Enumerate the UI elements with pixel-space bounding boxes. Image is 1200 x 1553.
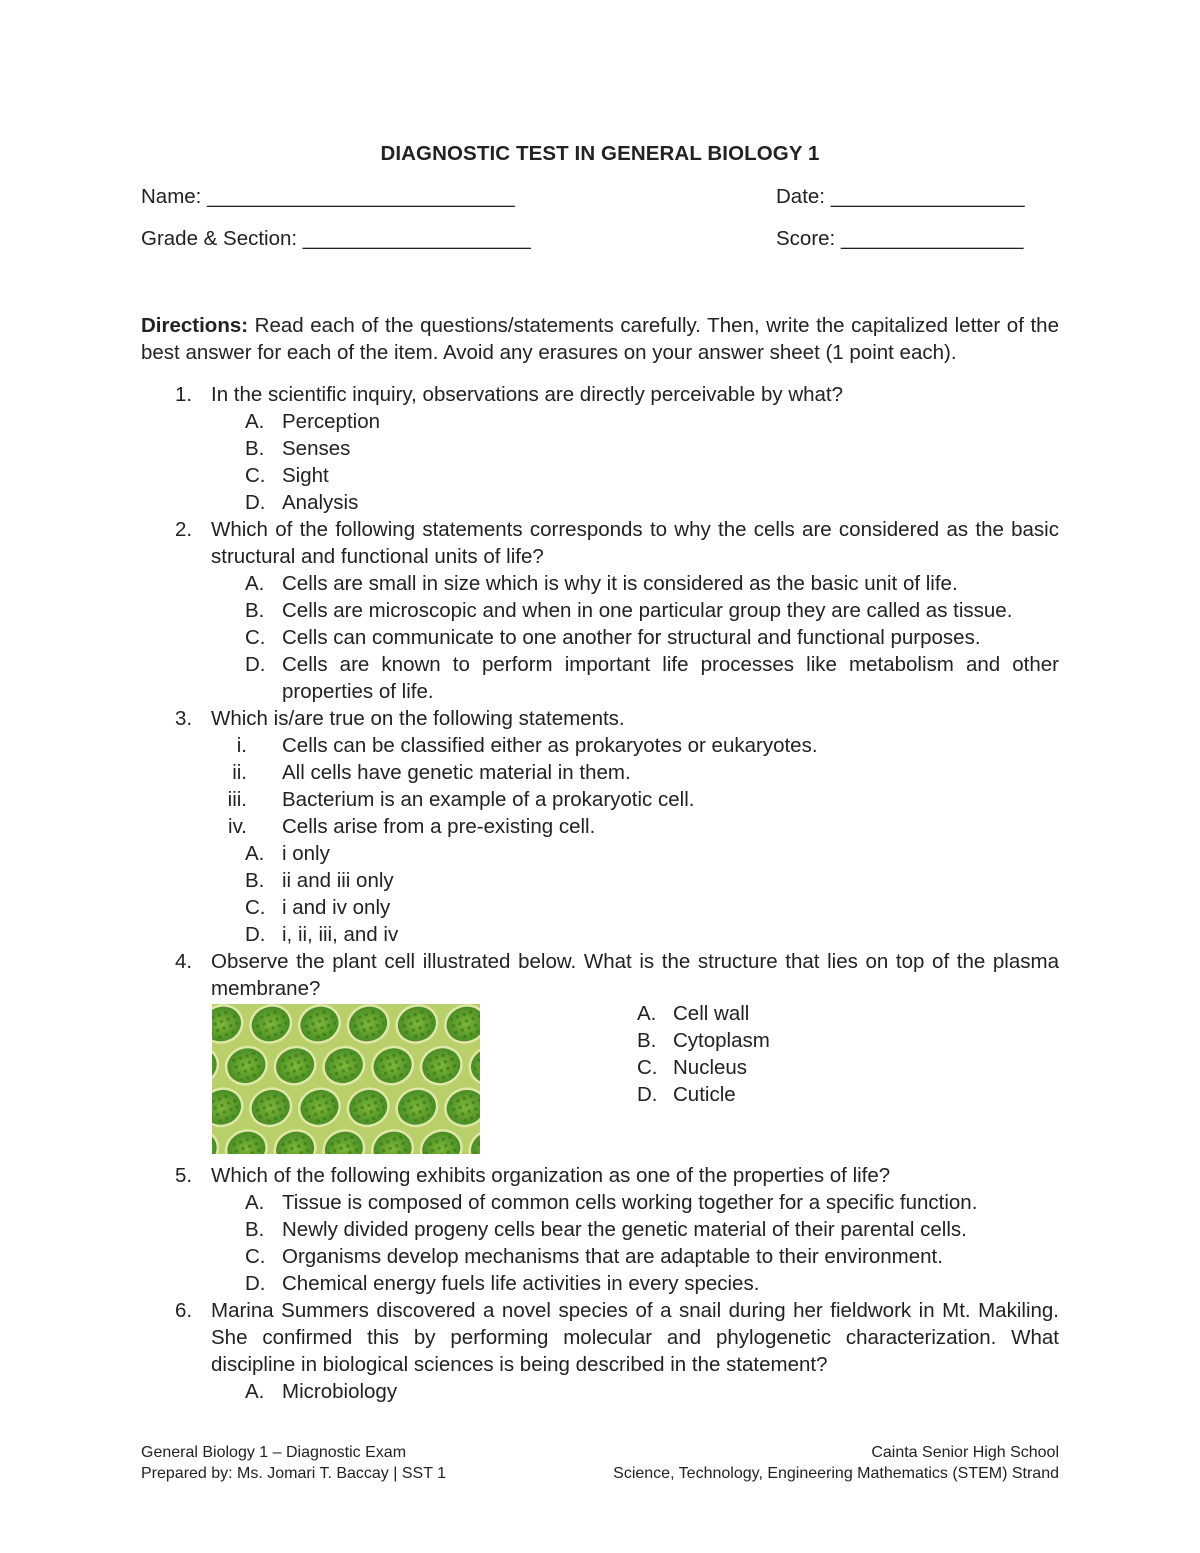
option-letter: A. (245, 572, 265, 595)
option (141, 489, 1059, 516)
option-letter: C. (245, 896, 266, 919)
question-6 (141, 1297, 1059, 1378)
option-text: Newly divided progeny cells bear the genetic material of their parental cells. (282, 1218, 967, 1241)
directions (141, 312, 1059, 366)
plant-cell-image (212, 1004, 480, 1154)
question-text: Which of the following statements corresponds to why the cells are considered as the basic structural and functional units of life? (211, 518, 1059, 568)
statement (141, 732, 1059, 759)
question-text: Which of the following exhibits organization as one of the properties of life? (211, 1164, 891, 1187)
question-number: 3. (175, 707, 193, 730)
option (141, 624, 1059, 651)
option-letter: D. (245, 923, 266, 946)
statement-numeral: iv. (228, 815, 247, 838)
option-text: Tissue is composed of common cells working together for a specific function. (282, 1191, 978, 1214)
option-letter: D. (245, 653, 266, 676)
question-4-options (637, 1000, 937, 1108)
statement-numeral: ii. (232, 761, 247, 784)
option-text: Microbiology (282, 1380, 398, 1403)
directions-text: Read each of the questions/statements carefully. Then, write the capitalized letter of the best answer for each of the item. Avoid any erasures on your answer sheet (1 point each). (141, 314, 1059, 364)
option (141, 840, 1059, 867)
option (637, 1027, 937, 1054)
question-5 (141, 1162, 1059, 1189)
option (141, 1189, 1059, 1216)
option-letter: B. (637, 1029, 657, 1052)
option-letter: C. (245, 626, 266, 649)
option-text: Cells are microscopic and when in one particular group they are called as tissue. (282, 599, 1013, 622)
option (141, 1216, 1059, 1243)
option-text: Senses (282, 437, 351, 460)
option-text: i, ii, iii, and iv (282, 923, 399, 946)
option-text: i only (282, 842, 330, 865)
option-text: Cytoplasm (673, 1029, 770, 1052)
option (637, 1000, 937, 1027)
question-3 (141, 705, 1059, 732)
option-letter: D. (245, 491, 266, 514)
option-letter: B. (245, 1218, 265, 1241)
option (637, 1054, 937, 1081)
option (141, 408, 1059, 435)
option (141, 921, 1059, 948)
question-text: Marina Summers discovered a novel species of a snail during her fieldwork in Mt. Makiling. She confirmed this by performing molecular and phylogenetic characterization. What discipline in biological sciences is being described in the statement? (211, 1299, 1059, 1376)
question-number: 5. (175, 1164, 193, 1187)
option (141, 894, 1059, 921)
option-text: Organisms develop mechanisms that are adaptable to their environment. (282, 1245, 943, 1268)
option-letter: A. (637, 1002, 657, 1025)
option-text: Cell wall (673, 1002, 750, 1025)
option (141, 462, 1059, 489)
statement (141, 759, 1059, 786)
option (141, 867, 1059, 894)
footer-right (613, 1442, 1059, 1484)
question-1 (141, 381, 1059, 408)
option-text: Cells can communicate to one another for structural and functional purposes. (282, 626, 981, 649)
question-list (141, 381, 1059, 1405)
date-field: Date: _________________ (776, 185, 1025, 208)
option (141, 570, 1059, 597)
option-text: Sight (282, 464, 329, 487)
option-text: Chemical energy fuels life activities in every species. (282, 1272, 760, 1295)
exam-title: DIAGNOSTIC TEST IN GENERAL BIOLOGY 1 (380, 142, 820, 165)
footer-course: General Biology 1 – Diagnostic Exam (141, 1444, 407, 1461)
score-field: Score: ________________ (776, 227, 1024, 250)
footer-left (141, 1442, 446, 1484)
statement-text: Cells can be classified either as prokaryotes or eukaryotes. (282, 734, 818, 757)
option-letter: C. (245, 1245, 266, 1268)
statement-numeral: iii. (227, 788, 247, 811)
question-4 (141, 948, 1059, 1002)
option-letter: B. (245, 599, 265, 622)
option-letter: A. (245, 1380, 265, 1403)
statement-text: Bacterium is an example of a prokaryotic cell. (282, 788, 695, 811)
footer-school: Cainta Senior High School (871, 1444, 1059, 1461)
option-text: i and iv only (282, 896, 391, 919)
statement (141, 786, 1059, 813)
option-text: Cells are known to perform important life processes like metabolism and other properties of life. (282, 653, 1059, 703)
statement-text: All cells have genetic material in them. (282, 761, 631, 784)
option-text: Analysis (282, 491, 359, 514)
option-letter: A. (245, 1191, 265, 1214)
question-2 (141, 516, 1059, 570)
option-text: Cuticle (673, 1083, 736, 1106)
name-field: Name: ___________________________ (141, 185, 515, 208)
option-text: Perception (282, 410, 381, 433)
footer-strand: Science, Technology, Engineering Mathematics (STEM) Strand (613, 1465, 1059, 1482)
question-number: 1. (175, 383, 193, 406)
question-text: Which is/are true on the following statements. (211, 707, 625, 730)
option-letter: B. (245, 437, 265, 460)
grade-section-field: Grade & Section: ____________________ (141, 227, 531, 250)
option-letter: C. (637, 1056, 658, 1079)
statement-text: Cells arise from a pre-existing cell. (282, 815, 596, 838)
option (141, 435, 1059, 462)
option (141, 1378, 1059, 1405)
option-letter: A. (245, 842, 265, 865)
option (141, 651, 1059, 705)
footer-preparer: Prepared by: Ms. Jomari T. Baccay | SST 1 (141, 1465, 447, 1482)
option-text: Cells are small in size which is why it is considered as the basic unit of life. (282, 572, 958, 595)
option-text: ii and iii only (282, 869, 394, 892)
directions-label: Directions: (141, 314, 249, 337)
option (141, 597, 1059, 624)
option-letter: B. (245, 869, 265, 892)
option-text: Nucleus (673, 1056, 748, 1079)
statement (141, 813, 1059, 840)
question-text: Observe the plant cell illustrated below. What is the structure that lies on top of the plasma membrane? (211, 950, 1059, 1000)
question-number: 2. (175, 518, 193, 541)
statement-numeral: i. (236, 734, 247, 757)
question-text: In the scientific inquiry, observations are directly perceivable by what? (211, 383, 844, 406)
question-number: 4. (175, 950, 193, 973)
option (141, 1243, 1059, 1270)
option (637, 1081, 937, 1108)
option (141, 1270, 1059, 1297)
option-letter: D. (245, 1272, 266, 1295)
option-letter: C. (245, 464, 266, 487)
question-number: 6. (175, 1299, 193, 1322)
option-letter: A. (245, 410, 265, 433)
option-letter: D. (637, 1083, 658, 1106)
